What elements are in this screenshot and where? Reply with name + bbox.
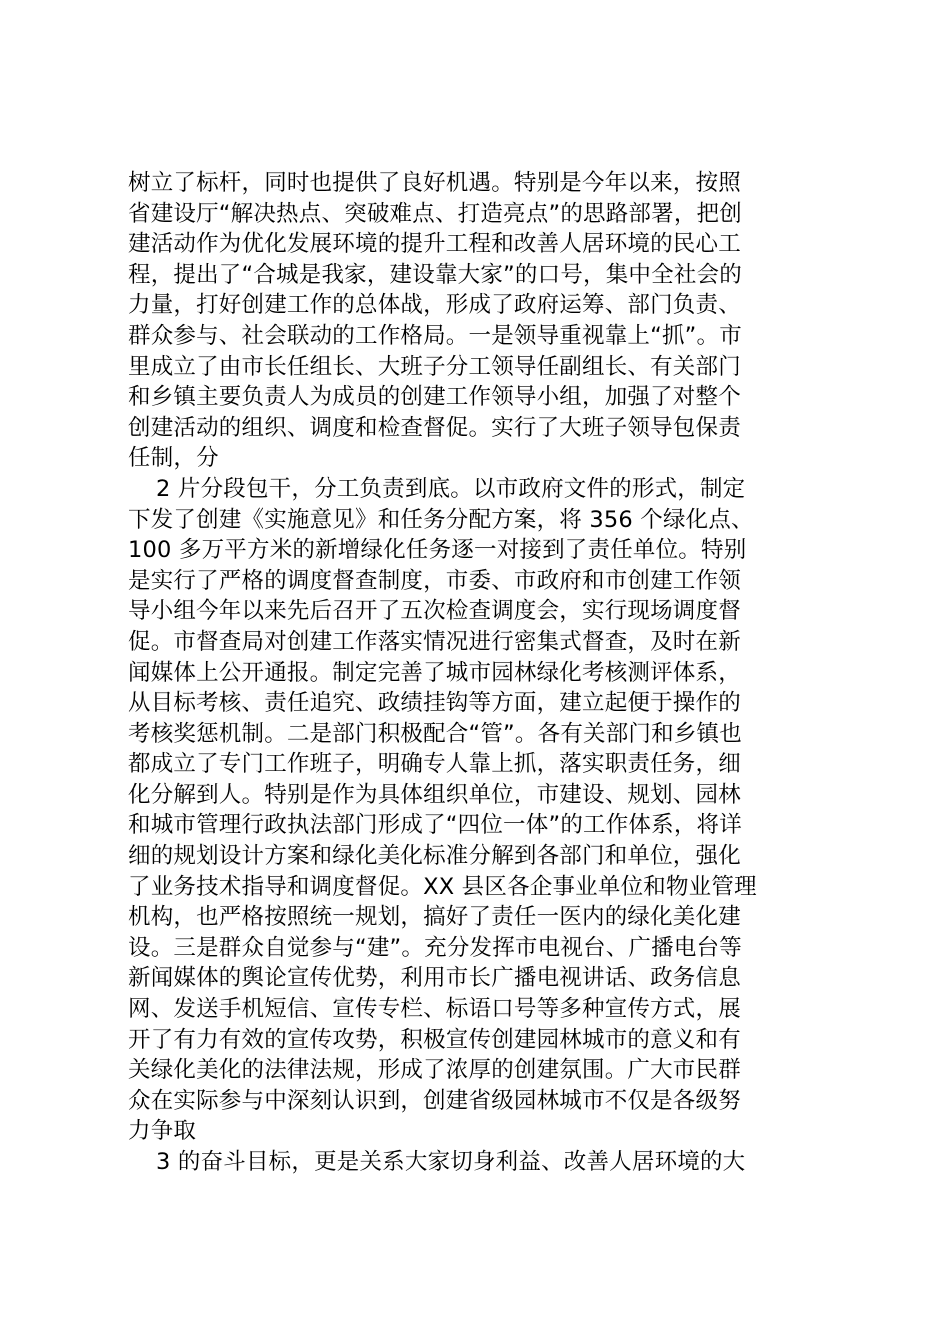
text-line: 开了有力有效的宣传攻势，积极宣传创建园林城市的意义和有 (128, 1026, 741, 1053)
text-line: 力争取 (128, 1118, 197, 1145)
text-line: 闻媒体上公开通报。制定完善了城市园林绿化考核测评体系， (128, 659, 741, 686)
text-line: 了业务技术指导和调度督促。XX 县区各企事业单位和物业管理 (128, 873, 757, 900)
text-line: 和乡镇主要负责人为成员的创建工作领导小组，加强了对整个 (128, 384, 741, 411)
text-line: 任制，分 (128, 445, 219, 472)
text-line: 从目标考核、责任追究、政绩挂钩等方面，建立起便于操作的 (128, 690, 741, 717)
text-line: 树立了标杆，同时也提供了良好机遇。特别是今年以来，按照 (128, 170, 741, 196)
text-line: 化分解到人。特别是作为具体组织单位，市建设、规划、园林 (128, 781, 741, 808)
text-line: 100 多万平方米的新增绿化任务逐一对接到了责任单位。特别 (128, 537, 747, 564)
text-line: 机构，也严格按照统一规划，搞好了责任一医内的绿化美化建 (128, 904, 741, 931)
page-break-line: 2 片分段包干，分工负责到底。以市政府文件的形式，制定 (156, 475, 746, 502)
text-line: 群众参与、社会联动的工作格局。一是领导重视靠上“抓”。市 (128, 322, 742, 349)
text-line: 里成立了由市长任组长、大班子分工领导任副组长、有关部门 (128, 353, 741, 380)
text-line: 网、发送手机短信、宣传专栏、标语口号等多种宣传方式，展 (128, 996, 741, 1023)
text-line: 程，提出了“合城是我家，建设靠大家”的口号，集中全社会的 (128, 261, 742, 288)
text-line: 导小组今年以来先后召开了五次检查调度会，实行现场调度督 (128, 598, 741, 625)
text-line: 力量，打好创建工作的总体战，形成了政府运筹、部门负责、 (128, 292, 741, 319)
text-line: 创建活动的组织、调度和检查督促。实行了大班子领导包保责 (128, 414, 741, 441)
text-line: 考核奖惩机制。二是部门积极配合“管”。各有关部门和乡镇也 (128, 720, 742, 747)
text-line: 和城市管理行政执法部门形成了“四位一体”的工作体系，将详 (128, 812, 742, 839)
text-line: 下发了创建《实施意见》和任务分配方案，将 356 个绿化点、 (128, 506, 754, 533)
text-line: 建活动作为优化发展环境的提升工程和改善人居环境的民心工 (128, 231, 741, 258)
text-line: 众在实际参与中深刻认识到，创建省级园林城市不仅是各级努 (128, 1087, 741, 1114)
text-line: 新闻媒体的舆论宣传优势，利用市长广播电视讲话、政务信息 (128, 965, 741, 992)
body-text (128, 168, 828, 1178)
text-line: 都成立了专门工作班子，明确专人靠上抓，落实职责任务，细 (128, 751, 741, 778)
text-line: 设。三是群众自觉参与“建”。充分发挥市电视台、广播电台等 (128, 934, 742, 961)
page-break-line: 3 的奋斗目标，更是关系大家切身利益、改善人居环境的大 (156, 1149, 746, 1175)
text-line: 促。市督查局对创建工作落实情况进行密集式督查，及时在新 (128, 628, 741, 655)
text-line: 省建设厅“解决热点、突破难点、打造亮点”的思路部署，把创 (128, 200, 742, 227)
text-line: 关绿化美化的法律法规，形成了浓厚的创建氛围。广大市民群 (128, 1057, 741, 1084)
text-line: 是实行了严格的调度督查制度，市委、市政府和市创建工作领 (128, 567, 741, 594)
text-line: 细的规划设计方案和绿化美化标准分解到各部门和单位，强化 (128, 843, 741, 870)
